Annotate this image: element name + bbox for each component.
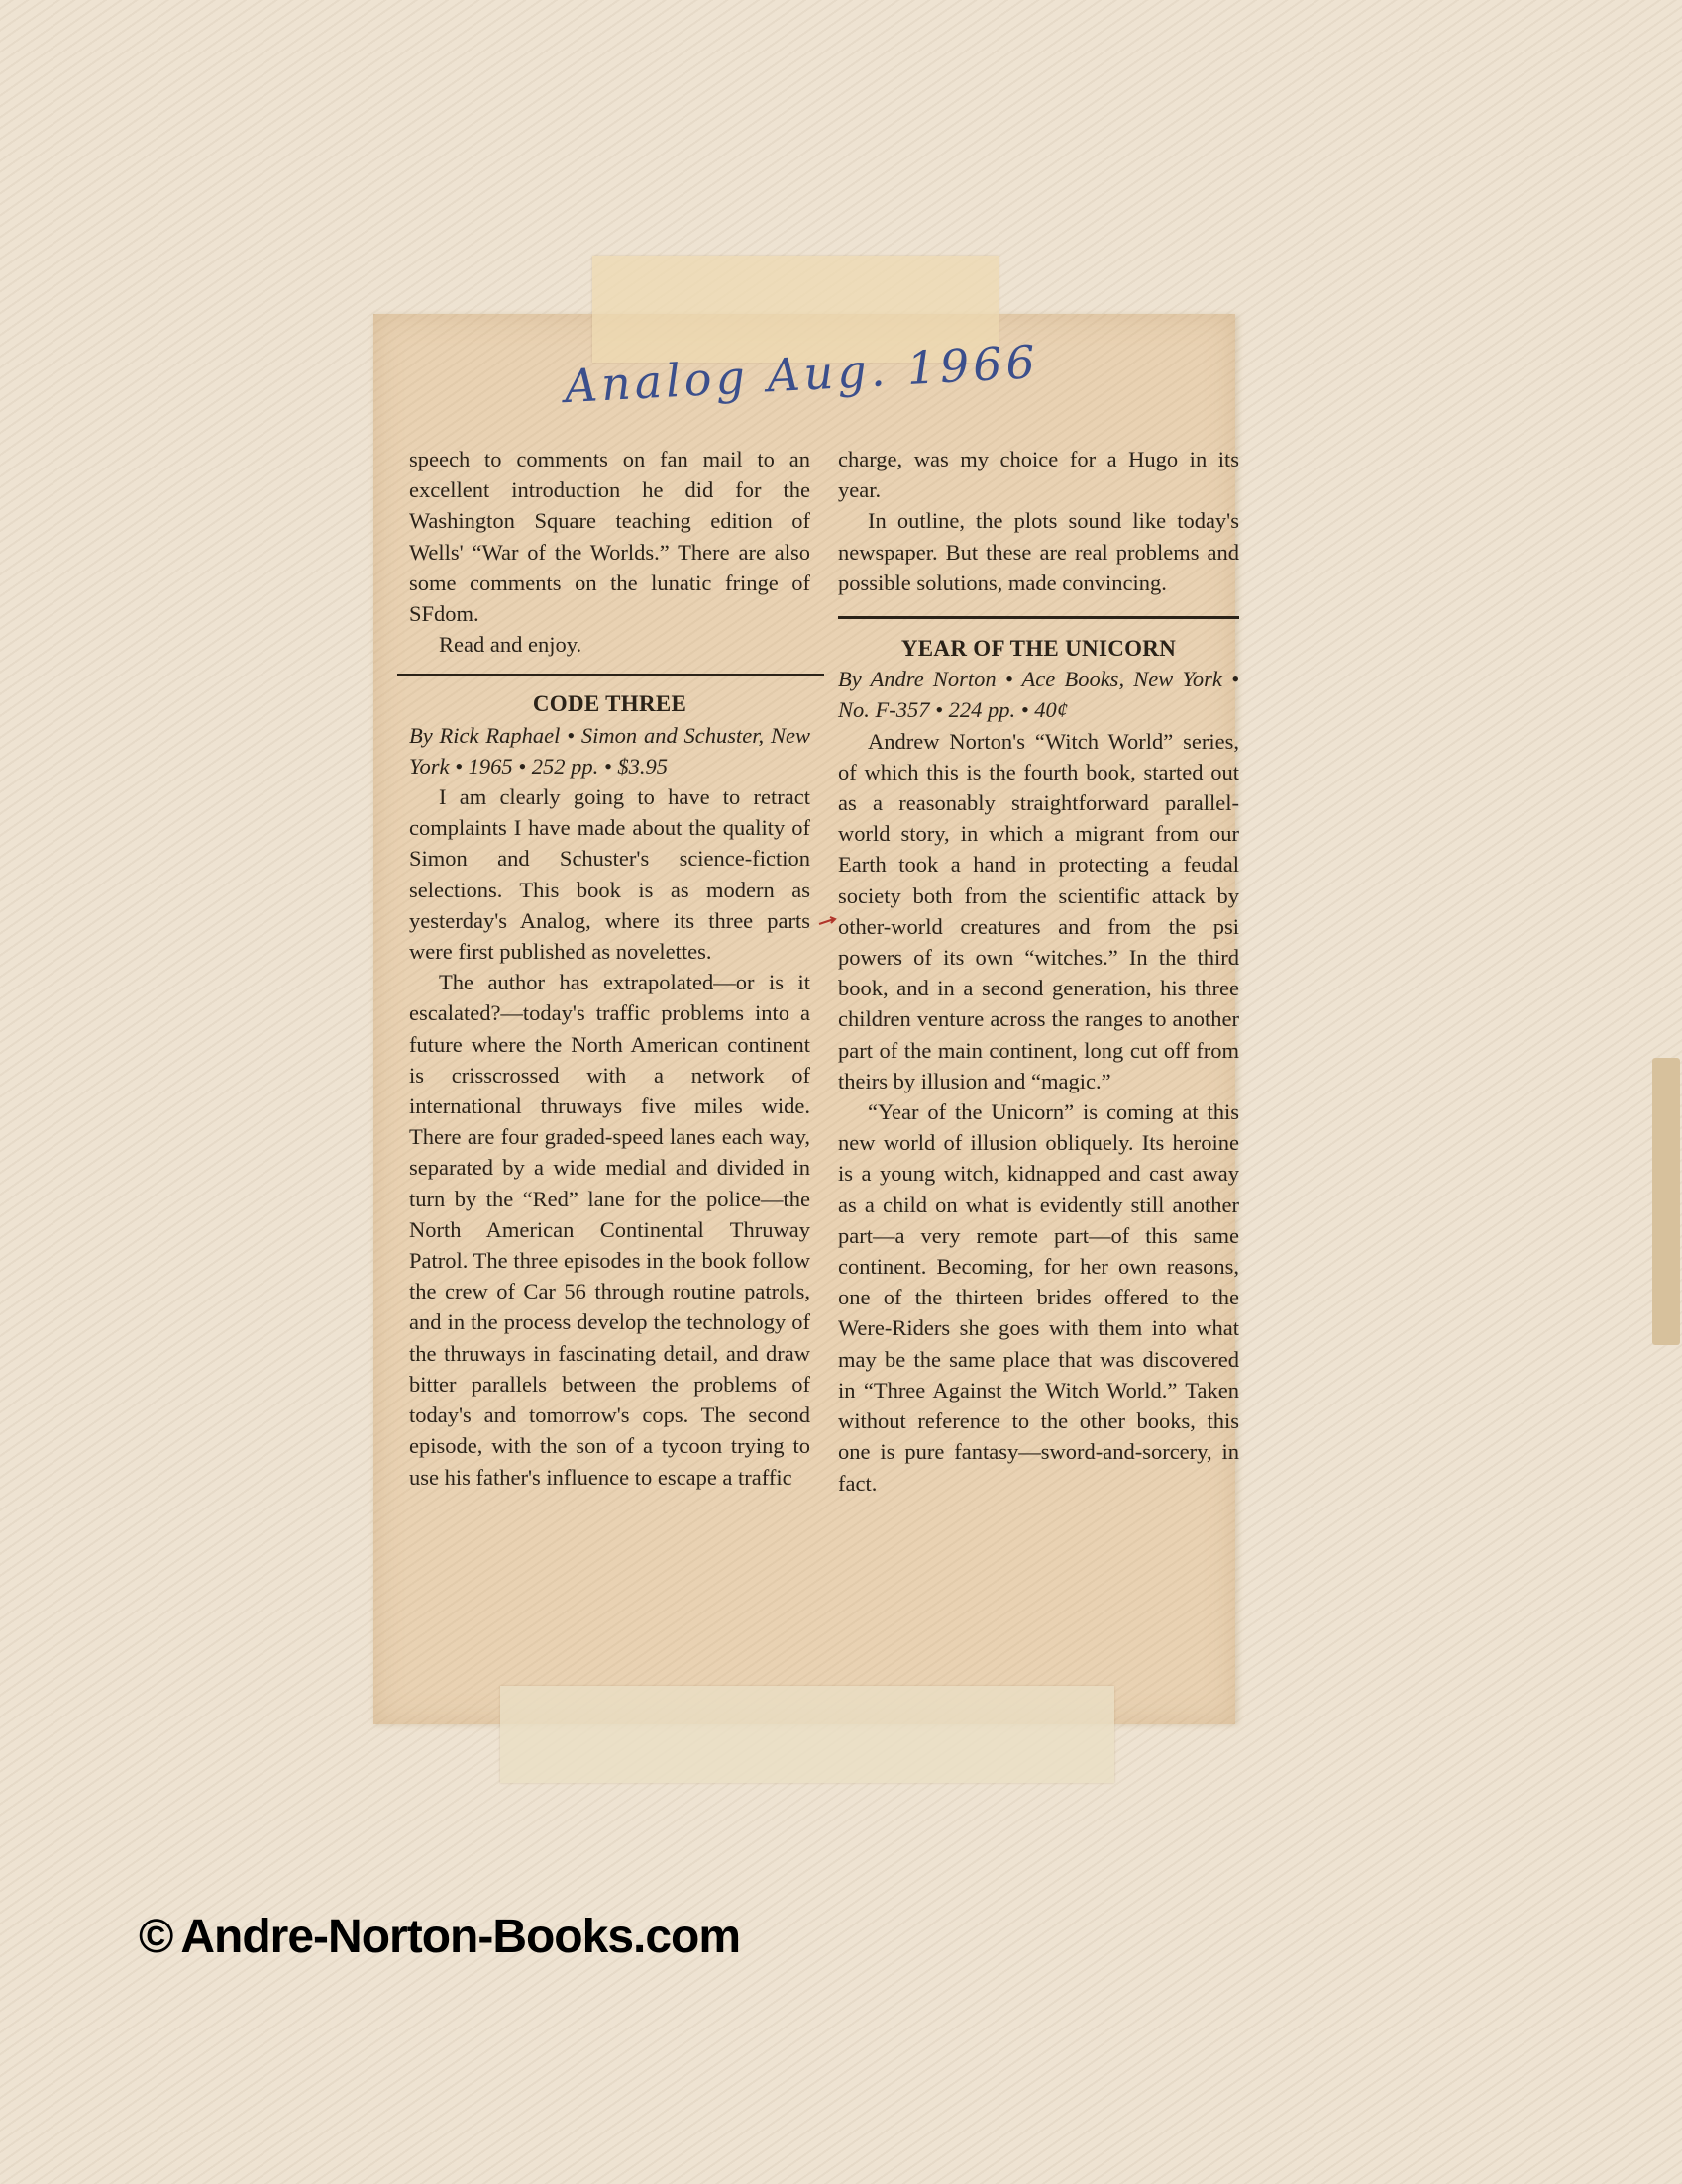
left-column — [409, 444, 810, 1493]
red-pen-mark — [818, 915, 840, 929]
review-paragraph: “Year of the Unicorn” is coming at this new world of illusion obliquely. Its heroine is a young witch, kidnapped and cast away as a child on what is evidently still another part—a very remote part—of this same continent. Becoming, for her own reasons, one of the thirteen brides offered to the Were-Riders she goes with them into what may be the same place that was discovered in “Three Against the Witch World.” Taken without reference to the other books, this one is pure fantasy—sword-and-sorcery, in fact. — [838, 1099, 1239, 1496]
watermark-text: Andre-Norton-Books.com — [180, 1911, 741, 1963]
handwritten-note-text: Analog Aug. 1966 — [563, 335, 1041, 414]
tape-bottom — [500, 1686, 1114, 1783]
right-column — [838, 444, 1239, 1499]
handwritten-note — [555, 327, 1109, 436]
continuation-paragraph: charge, was my choice for a Hugo in its year. — [838, 447, 1239, 503]
review-byline-year-of-the-unicorn: By Andre Norton • Ace Books, New York • No. F-357 • 224 pp. • 40¢ — [838, 667, 1239, 723]
review-paragraph: The author has extrapolated—or is it escalated?—today's traffic problems into a future where the North American continent is crisscrossed with a network of international thruways five miles wide. There are four graded-speed lanes each way, separated by a wide medial and divided in turn by the “Red” lane for the police—the North American Continental Thruway Patrol. The three episodes in the book follow the crew of Car 56 through routine patrols, and in the process develop the technology of the thruways in fascinating detail, and draw bitter parallels between the problems of today's and tomorrow's cops. The second episode, with the son of a tycoon trying to use his father's influence to escape a traffic — [409, 970, 810, 1490]
paper-edge-strip — [1652, 1058, 1680, 1345]
section-divider — [397, 674, 824, 676]
continuation-paragraph-2: In outline, the plots sound like today's newspaper. But these are real problems and possible solutions, made convincing. — [838, 508, 1239, 595]
review-title-year-of-the-unicorn: YEAR OF THE UNICORN — [900, 636, 1177, 662]
section-divider — [838, 616, 1239, 619]
review-byline-code-three: By Rick Raphael • Simon and Schuster, New York • 1965 • 252 pp. • $3.95 — [409, 722, 810, 779]
review-title-code-three: CODE THREE — [532, 691, 687, 717]
review-paragraph: I am clearly going to have to retract complaints I have made about the quality of Simon and Schuster's science-fiction selections. This book is as modern as yesterday's Analog, where its three parts were first published as novelettes. — [409, 784, 810, 965]
intro-paragraph: speech to comments on fan mail to an excellent introduction he did for the Washington Square teaching edition of Wells' “War of the Worlds.” There are also some comments on the lunatic fringe of SFdom. — [409, 447, 810, 627]
copyright-watermark — [139, 1910, 740, 1964]
review-paragraph: Andrew Norton's “Witch World” series, of which this is the fourth book, started out as a reasonably straightforward parallel-world story, in which a migrant from our Earth took a hand in protecting a feudal society both from the scientific attack by other-world creatures and from the psi powers of its own “witches.” In the third book, and in a second generation, his three children venture across the ranges to another part of the main continent, long cut off from theirs by illusion and “magic.” — [838, 728, 1239, 1093]
copyright-symbol: © — [139, 1911, 173, 1963]
intro-closing: Read and enjoy. — [439, 632, 582, 658]
